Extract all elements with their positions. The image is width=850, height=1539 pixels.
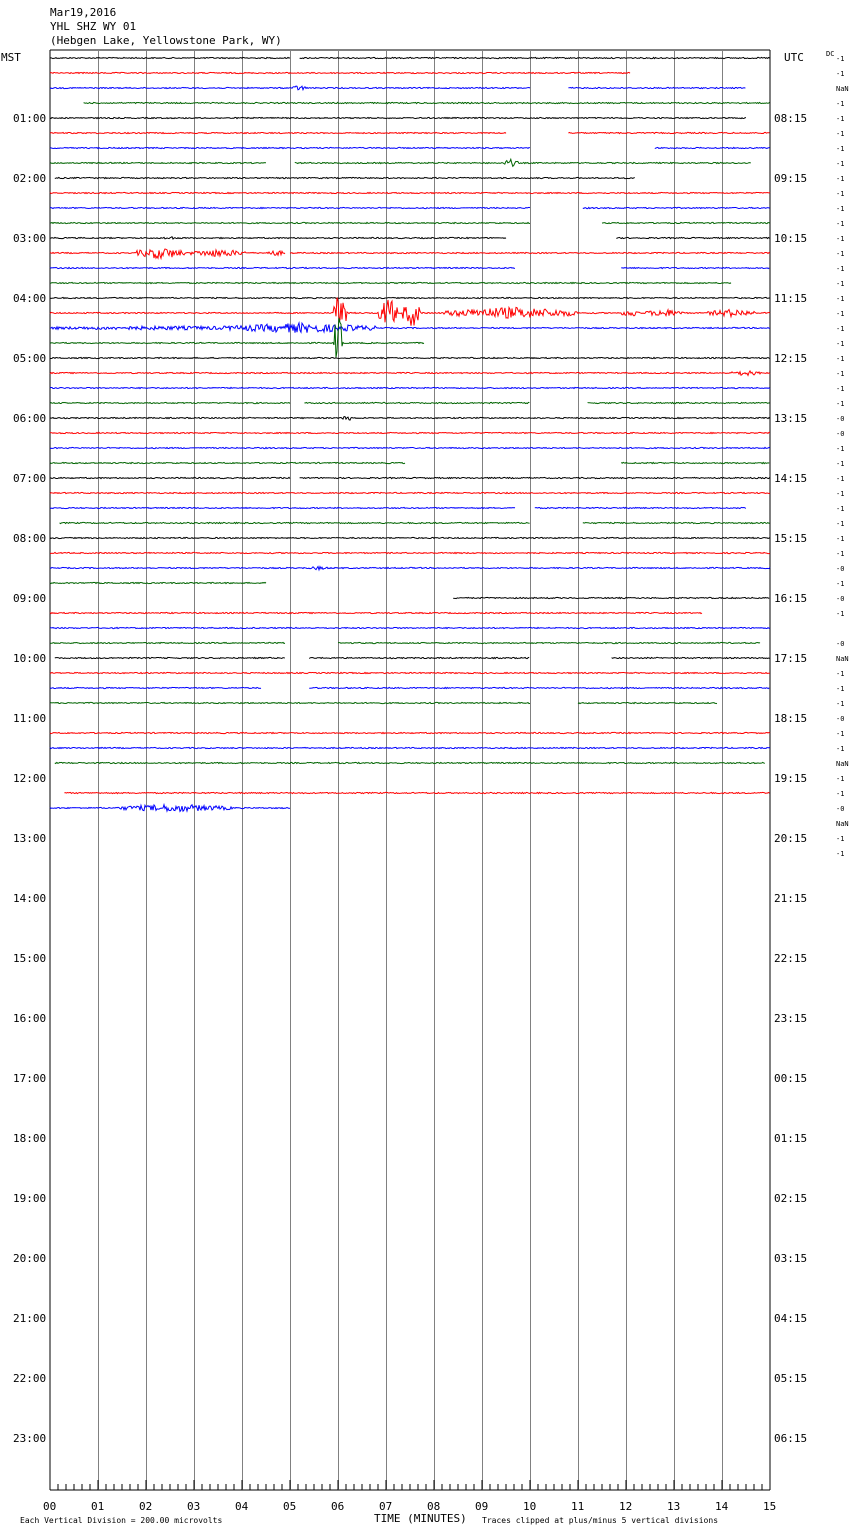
dc-offset-value: -1 [836, 250, 845, 258]
seismic-trace [602, 222, 770, 223]
seismic-trace [300, 477, 770, 478]
seismic-trace [50, 267, 515, 268]
dc-offset-value: -1 [836, 145, 845, 153]
mst-hour-label: 14:00 [13, 892, 47, 905]
seismic-trace [55, 657, 285, 658]
seismic-trace [50, 567, 770, 570]
dc-offset-value: -1 [836, 310, 845, 318]
mst-hour-label: 04:00 [13, 292, 47, 305]
utc-hour-label: 03:15 [774, 1252, 808, 1265]
dc-offset-value: -1 [836, 130, 845, 138]
seismic-trace [50, 805, 290, 812]
seismic-trace [50, 627, 770, 628]
x-tick-label: 05 [283, 1500, 297, 1513]
seismic-trace [50, 507, 515, 508]
seismic-trace [50, 747, 770, 748]
seismic-trace [50, 371, 770, 376]
dc-offset-value: -1 [836, 355, 845, 363]
mst-hour-label: 07:00 [13, 472, 47, 485]
seismic-trace [50, 672, 770, 673]
dc-offset-value: -1 [836, 280, 845, 288]
seismic-trace [50, 192, 770, 193]
dc-offset-value: -1 [836, 100, 845, 108]
utc-hour-label: 17:15 [774, 652, 808, 665]
seismic-trace [300, 57, 770, 58]
seismic-trace [50, 492, 770, 493]
seismic-trace [295, 159, 751, 166]
seismic-trace [50, 249, 285, 258]
seismic-trace [50, 477, 290, 478]
seismic-trace [621, 267, 769, 268]
seismic-trace [50, 132, 506, 133]
seismic-trace [50, 117, 746, 118]
dc-offset-value: -0 [836, 715, 845, 723]
seismic-trace [588, 402, 770, 403]
seismic-trace [309, 657, 529, 658]
dc-offset-value: -0 [836, 595, 845, 603]
dc-offset-value: -1 [836, 70, 845, 78]
utc-hour-label: 16:15 [774, 592, 808, 605]
mst-hour-label: 06:00 [13, 412, 47, 425]
mst-hour-label: 12:00 [13, 772, 47, 785]
seismic-trace [338, 642, 760, 643]
dc-offset-value: -1 [836, 535, 845, 543]
utc-hour-label: 05:15 [774, 1372, 808, 1385]
dc-offset-value: -1 [836, 670, 845, 678]
dc-offset-value: -1 [836, 175, 845, 183]
mst-hour-label: 16:00 [13, 1012, 47, 1025]
dc-offset-value: -1 [836, 220, 845, 228]
utc-hour-label: 12:15 [774, 352, 808, 365]
dc-offset-value: -1 [836, 160, 845, 168]
x-tick-label: 14 [715, 1500, 729, 1513]
mst-hour-label: 11:00 [13, 712, 47, 725]
utc-hour-label: 14:15 [774, 472, 808, 485]
x-tick-label: 09 [475, 1500, 489, 1513]
seismic-trace [50, 147, 530, 148]
seismic-trace [309, 687, 769, 688]
dc-offset-value: -1 [836, 550, 845, 558]
mst-hour-label: 21:00 [13, 1312, 47, 1325]
dc-offset-value: -1 [836, 55, 845, 63]
dc-offset-value: -1 [836, 385, 845, 393]
dc-offset-value: -1 [836, 460, 845, 468]
dc-offset-value: -1 [836, 115, 845, 123]
dc-offset-value: -1 [836, 445, 845, 453]
utc-hour-label: 13:15 [774, 412, 808, 425]
dc-offset-value: -1 [836, 205, 845, 213]
dc-offset-value: -1 [836, 475, 845, 483]
seismic-trace [612, 657, 770, 658]
seismic-trace [50, 323, 770, 333]
x-tick-label: 08 [427, 1500, 441, 1513]
utc-hour-label: 08:15 [774, 112, 808, 125]
seismic-trace [621, 462, 769, 463]
x-tick-label: 15 [763, 1500, 777, 1513]
mst-hour-label: 05:00 [13, 352, 47, 365]
dc-offset-value: -1 [836, 835, 845, 843]
utc-hour-label: 22:15 [774, 952, 808, 965]
x-tick-label: 10 [523, 1500, 537, 1513]
utc-hour-label: 15:15 [774, 532, 808, 545]
dc-offset-value: -0 [836, 430, 845, 438]
seismic-trace [50, 417, 770, 421]
seismic-trace [568, 132, 769, 133]
x-tick-label: 02 [139, 1500, 153, 1513]
dc-offset-value: -1 [836, 400, 845, 408]
seismic-trace [50, 57, 290, 58]
dc-offset-value: -1 [836, 370, 845, 378]
dc-offset-value: NaN [836, 655, 849, 663]
mst-hour-label: 01:00 [13, 112, 47, 125]
seismic-trace [50, 732, 770, 733]
seismic-trace [535, 507, 746, 508]
dc-offset-value: -1 [836, 490, 845, 498]
seismic-trace [50, 687, 261, 688]
mst-hour-label: 17:00 [13, 1072, 47, 1085]
header-station: YHL SHZ WY 01 [50, 20, 137, 33]
mst-hour-label: 15:00 [13, 952, 47, 965]
seismic-trace [50, 298, 770, 326]
dc-offset-value: -1 [836, 775, 845, 783]
utc-hour-label: 02:15 [774, 1192, 808, 1205]
x-axis-title: TIME (MINUTES) [374, 1512, 467, 1525]
seismic-trace [55, 762, 765, 763]
seismic-trace [84, 102, 770, 103]
dc-offset-value: NaN [836, 820, 849, 828]
x-tick-label: 04 [235, 1500, 249, 1513]
seismic-trace [50, 462, 405, 463]
seismic-trace [453, 597, 769, 598]
seismic-trace [568, 87, 745, 88]
seismic-trace [583, 522, 770, 523]
header-location: (Hebgen Lake, Yellowstone Park, WY) [50, 34, 282, 47]
utc-hour-label: 20:15 [774, 832, 808, 845]
utc-hour-label: 00:15 [774, 1072, 808, 1085]
dc-offset-value: -0 [836, 565, 845, 573]
seismic-trace [50, 357, 770, 358]
seismic-trace [616, 237, 769, 238]
dc-offset-value: -0 [836, 640, 845, 648]
mst-hour-label: 09:00 [13, 592, 47, 605]
dc-offset-value: -1 [836, 745, 845, 753]
dc-offset-value: -1 [836, 190, 845, 198]
seismic-trace [655, 147, 770, 148]
seismic-trace [50, 387, 770, 388]
seismic-trace [50, 432, 770, 433]
utc-hour-label: 09:15 [774, 172, 808, 185]
dc-offset-value: NaN [836, 85, 849, 93]
seismic-trace [50, 582, 266, 583]
seismic-trace [50, 72, 630, 73]
seismic-trace [50, 237, 506, 239]
dc-offset-value: -1 [836, 325, 845, 333]
mst-hour-label: 13:00 [13, 832, 47, 845]
mst-hour-label: 03:00 [13, 232, 47, 245]
utc-hour-label: 01:15 [774, 1132, 808, 1145]
dc-offset-value: -1 [836, 685, 845, 693]
utc-hour-label: 23:15 [774, 1012, 808, 1025]
utc-hour-label: 10:15 [774, 232, 808, 245]
dc-offset-value: -1 [836, 790, 845, 798]
dc-offset-value: -1 [836, 730, 845, 738]
dc-offset-value: -1 [836, 520, 845, 528]
utc-hour-label: 19:15 [774, 772, 808, 785]
mst-hour-label: 10:00 [13, 652, 47, 665]
seismic-trace [50, 318, 424, 357]
dc-offset-value: -1 [836, 610, 845, 618]
seismic-trace [50, 552, 770, 553]
mst-hour-label: 22:00 [13, 1372, 47, 1385]
utc-hour-label: 21:15 [774, 892, 808, 905]
dc-offset-value: -1 [836, 850, 845, 858]
dc-offset-value: -1 [836, 235, 845, 243]
seismic-trace [64, 792, 769, 793]
mst-hour-label: 19:00 [13, 1192, 47, 1205]
x-tick-label: 11 [571, 1500, 585, 1513]
seismic-trace [50, 402, 290, 403]
dc-offset-value: -0 [836, 415, 845, 423]
utc-hour-label: 06:15 [774, 1432, 808, 1445]
seismic-trace [50, 612, 702, 613]
utc-hour-label: 11:15 [774, 292, 808, 305]
dc-offset-value: -0 [836, 805, 845, 813]
dc-offset-value: -1 [836, 580, 845, 588]
dc-header: DC [826, 50, 835, 58]
mst-hour-label: 02:00 [13, 172, 47, 185]
header-date: Mar19,2016 [50, 6, 117, 19]
x-tick-label: 12 [619, 1500, 633, 1513]
dc-offset-value: -1 [836, 295, 845, 303]
seismic-trace [50, 297, 770, 298]
x-tick-label: 06 [331, 1500, 345, 1513]
dc-offset-value: NaN [836, 760, 849, 768]
utc-hour-label: 18:15 [774, 712, 808, 725]
mst-hour-label: 23:00 [13, 1432, 47, 1445]
left-axis-title: MST [1, 51, 21, 64]
seismic-trace [50, 282, 731, 283]
x-tick-label: 00 [43, 1500, 57, 1513]
seismic-trace [50, 642, 285, 643]
mst-hour-label: 20:00 [13, 1252, 47, 1265]
seismic-trace [578, 702, 717, 703]
dc-offset-value: -1 [836, 340, 845, 348]
seismic-trace [50, 447, 770, 448]
seismic-trace [55, 177, 635, 178]
seismic-trace [50, 162, 266, 163]
x-tick-label: 03 [187, 1500, 201, 1513]
mst-hour-label: 08:00 [13, 532, 47, 545]
mst-hour-label: 18:00 [13, 1132, 47, 1145]
footer-scale-note: Each Vertical Division = 200.00 microvolts [20, 1516, 223, 1525]
x-tick-label: 01 [91, 1500, 105, 1513]
seismic-trace [60, 522, 530, 523]
seismic-trace [583, 207, 770, 208]
seismic-trace [50, 537, 770, 538]
footer-clip-note: Traces clipped at plus/minus 5 vertical divisions [482, 1516, 719, 1525]
dc-offset-value: -1 [836, 505, 845, 513]
utc-hour-label: 04:15 [774, 1312, 808, 1325]
dc-offset-value: -1 [836, 700, 845, 708]
x-tick-label: 13 [667, 1500, 681, 1513]
right-axis-title: UTC [784, 51, 804, 64]
x-tick-label: 07 [379, 1500, 393, 1513]
dc-offset-value: -1 [836, 265, 845, 273]
